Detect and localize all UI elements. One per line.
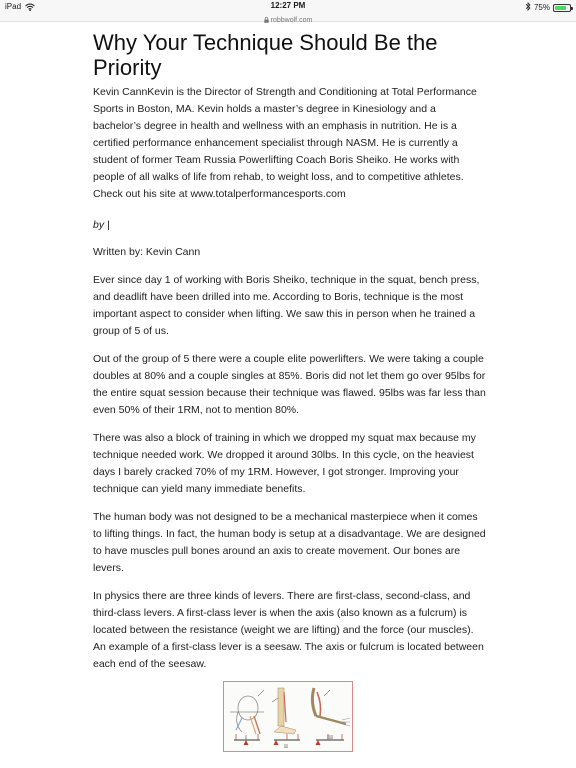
arm-lever-drawing: [312, 688, 350, 726]
battery-level: [555, 6, 566, 10]
status-time: 12:27 PM: [270, 1, 306, 10]
byline: by |: [93, 219, 110, 231]
paragraph: Out of the group of 5 there were a couple elite powerlifters. We were taking a couple doubles at 80% and a couple singles at 85%. Boris did not let them go over 95lbs for the entire squat session because their technique was flawed. 95lbs was far less than even 50% of their 1RM, not to mention 80%.: [93, 353, 486, 416]
status-right: [525, 2, 571, 13]
written-by: Written by: Kevin Cann: [93, 246, 201, 258]
lever-diagram-first-class: [234, 734, 260, 745]
lever-classes-illustration: [223, 681, 353, 752]
battery-icon: [553, 4, 571, 12]
lever-diagram-second-class: [274, 734, 301, 750]
url-text: robbwolf.com: [270, 16, 313, 24]
bluetooth-icon: [525, 2, 531, 13]
page-title: Why Your Technique Should Be the Priority: [93, 30, 438, 80]
head-lever-drawing: [230, 690, 264, 734]
battery-percent: 75%: [533, 3, 550, 12]
status-center: [0, 1, 576, 28]
lever-diagram-third-class: [316, 734, 345, 745]
paragraph: There was also a block of training in which we dropped my squat max because my technique needed work. We dropped it around 30lbs. In this cycle, on the heaviest days I barely cracked 70% of my 1RM. However, I got stronger. Improving your technique can yield many immediate benefits.: [93, 432, 476, 495]
paragraph: In physics there are three kinds of levers. There are first-class, second-class, and third-class levers. A first-class lever is when the axis (also known as a fulcrum) is located between the resistance (weight we are lifting) and the force (our muscles). An example of a first-class lever is a seesaw. The axis or fulcrum is located between each end of the seesaw.: [93, 590, 484, 670]
lever-illustration-svg: [224, 682, 352, 751]
lever-label-first: I: [245, 735, 247, 741]
lever-label-second: II: [284, 744, 288, 750]
paragraph: The human body was not designed to be a mechanical masterpiece when it comes to lifting things. In fact, the human body is setup at a disadvantage. We are designed to have muscles pull bones around an axis to create movement. Our bones are levers.: [93, 511, 486, 574]
paragraph: Ever since day 1 of working with Boris Sheiko, technique in the squat, bench press, and deadlift have been drilled into me. According to Boris, technique is the most important aspect to consider when lifting. We saw this in person when he trained a group of 5 of us.: [93, 274, 480, 337]
lock-icon: [264, 17, 269, 23]
foot-lever-drawing: [272, 688, 296, 734]
address-bar[interactable]: [264, 16, 313, 25]
lever-label-third: III: [327, 735, 333, 741]
status-bar: [0, 0, 576, 22]
device-name: iPad: [5, 2, 22, 11]
author-bio: Kevin CannKevin is the Director of Strength and Conditioning at Total Performance Sports in Boston, MA. Kevin holds a master’s degree in Kinesiology and a bachelor’s degree in health and wellness with an emphasis in nutrition. He is a certified performance enhancement specialist through NASM. He is currently a student of former Team Russia Powerlifting Coach Boris Sheiko. He works with people of all walks of life from rehab, to weight loss, and to competitive athletes. Check out his site at www.totalperformancesports.com: [93, 86, 477, 200]
article: [93, 30, 486, 684]
